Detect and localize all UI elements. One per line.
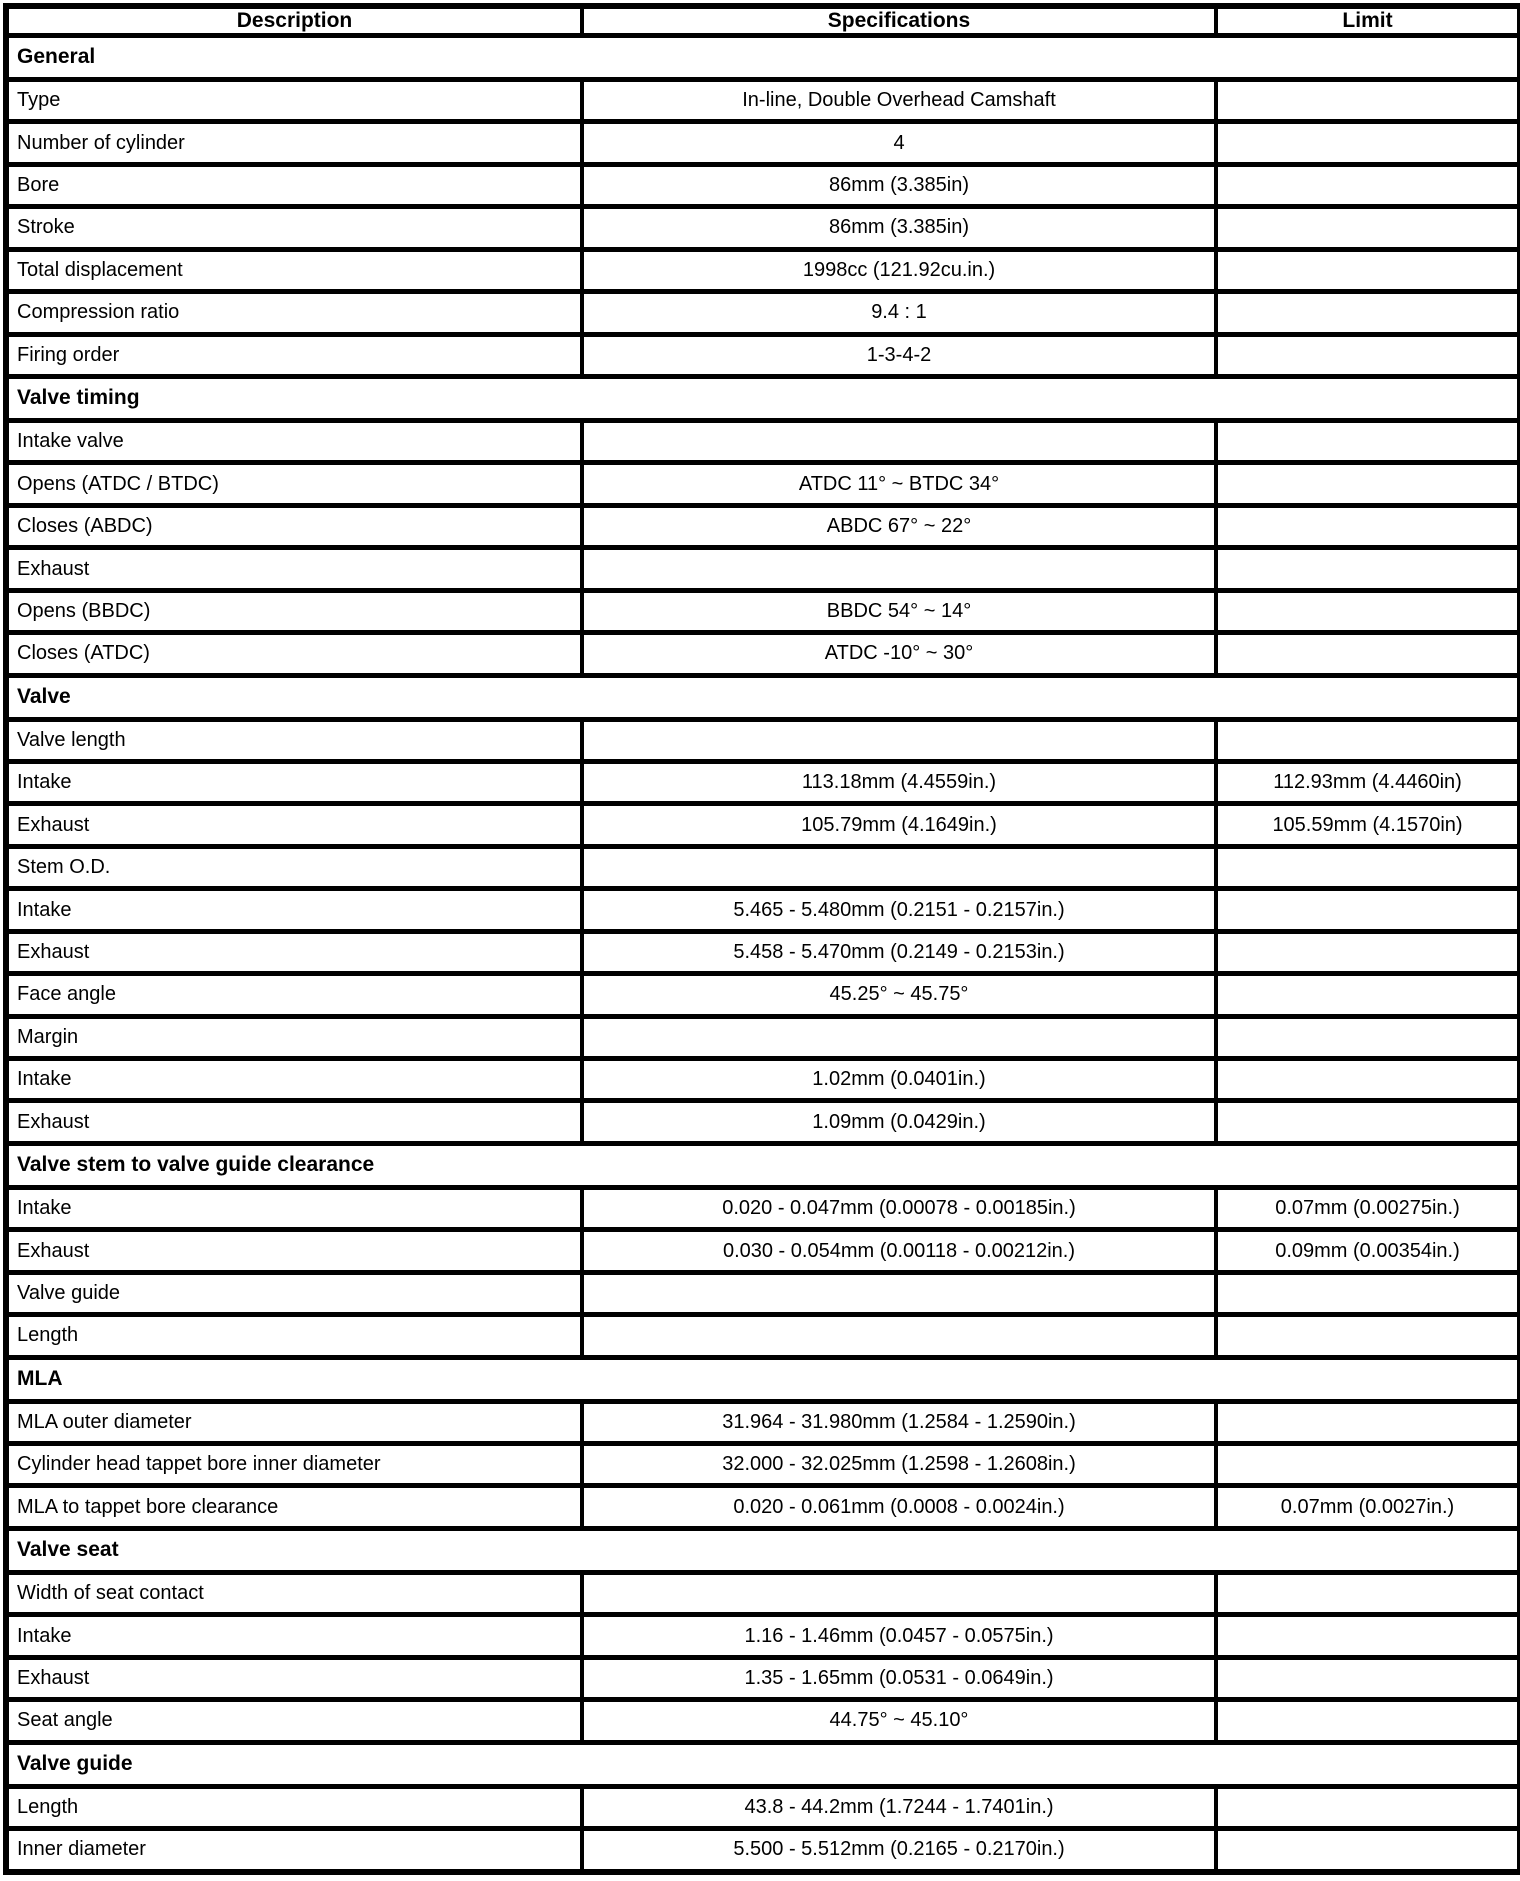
- specification-cell: 5.500 - 5.512mm (0.2165 - 0.2170in.): [582, 1828, 1216, 1872]
- specification-cell: [582, 1315, 1216, 1357]
- table-row: [6, 420, 1520, 462]
- table-row: [6, 1401, 1520, 1443]
- table-header: [6, 6, 1520, 36]
- specification-cell: In-line, Double Overhead Camshaft: [582, 79, 1216, 121]
- specification-cell: [582, 1272, 1216, 1314]
- table-row: [6, 292, 1520, 334]
- specification-cell: 31.964 - 31.980mm (1.2584 - 1.2590in.): [582, 1401, 1216, 1443]
- description-cell: Closes (ABDC): [6, 505, 582, 547]
- description-cell: Intake: [6, 889, 582, 931]
- table-row: [6, 1187, 1520, 1229]
- description-cell: Closes (ATDC): [6, 633, 582, 675]
- table-row: [6, 804, 1520, 846]
- description-cell: Intake: [6, 1059, 582, 1101]
- table-row: [6, 79, 1520, 121]
- limit-cell: [1216, 505, 1520, 547]
- limit-cell: 112.93mm (4.4460in): [1216, 761, 1520, 803]
- description-cell: Exhaust: [6, 1101, 582, 1143]
- specification-cell: ATDC 11° ~ BTDC 34°: [582, 463, 1216, 505]
- specification-cell: [582, 1016, 1216, 1058]
- section-label: Valve guide: [6, 1742, 1520, 1786]
- specification-cell: 5.465 - 5.480mm (0.2151 - 0.2157in.): [582, 889, 1216, 931]
- table-row: [6, 1486, 1520, 1528]
- table-row: [6, 761, 1520, 803]
- description-cell: Opens (BBDC): [6, 590, 582, 632]
- column-header-specifications: Specifications: [582, 6, 1216, 36]
- table-row: [6, 719, 1520, 761]
- description-cell: Exhaust: [6, 1657, 582, 1699]
- specification-cell: 44.75° ~ 45.10°: [582, 1700, 1216, 1742]
- specification-cell: 105.79mm (4.1649in.): [582, 804, 1216, 846]
- specification-cell: 4: [582, 122, 1216, 164]
- description-cell: Length: [6, 1786, 582, 1828]
- table-row: [6, 1700, 1520, 1742]
- section-label: MLA: [6, 1357, 1520, 1401]
- table-row: [6, 207, 1520, 249]
- limit-cell: [1216, 1615, 1520, 1657]
- description-cell: Intake: [6, 761, 582, 803]
- specification-cell: 1.16 - 1.46mm (0.0457 - 0.0575in.): [582, 1615, 1216, 1657]
- specification-cell: 1.02mm (0.0401in.): [582, 1059, 1216, 1101]
- description-cell: Cylinder head tappet bore inner diameter: [6, 1444, 582, 1486]
- table-body: [6, 36, 1520, 1873]
- section-row: [6, 1742, 1520, 1786]
- description-cell: Number of cylinder: [6, 122, 582, 164]
- limit-cell: [1216, 719, 1520, 761]
- table-row: [6, 463, 1520, 505]
- description-cell: Length: [6, 1315, 582, 1357]
- description-cell: Compression ratio: [6, 292, 582, 334]
- table-row: [6, 249, 1520, 291]
- section-row: [6, 1528, 1520, 1572]
- limit-cell: [1216, 1401, 1520, 1443]
- table-row: [6, 889, 1520, 931]
- specification-cell: 1.35 - 1.65mm (0.0531 - 0.0649in.): [582, 1657, 1216, 1699]
- limit-cell: [1216, 1657, 1520, 1699]
- description-cell: Stem O.D.: [6, 846, 582, 888]
- description-cell: Opens (ATDC / BTDC): [6, 463, 582, 505]
- limit-cell: [1216, 207, 1520, 249]
- limit-cell: [1216, 463, 1520, 505]
- description-cell: Exhaust: [6, 1230, 582, 1272]
- table-row: [6, 1272, 1520, 1314]
- table-row: [6, 1444, 1520, 1486]
- description-cell: Intake valve: [6, 420, 582, 462]
- description-cell: Width of seat contact: [6, 1572, 582, 1614]
- description-cell: Valve length: [6, 719, 582, 761]
- column-header-limit: Limit: [1216, 6, 1520, 36]
- section-row: [6, 675, 1520, 719]
- limit-cell: [1216, 1786, 1520, 1828]
- limit-cell: [1216, 846, 1520, 888]
- table-row: [6, 974, 1520, 1016]
- column-header-description: Description: [6, 6, 582, 36]
- section-label: Valve seat: [6, 1528, 1520, 1572]
- specification-cell: 5.458 - 5.470mm (0.2149 - 0.2153in.): [582, 931, 1216, 973]
- specification-cell: 0.030 - 0.054mm (0.00118 - 0.00212in.): [582, 1230, 1216, 1272]
- description-cell: Firing order: [6, 334, 582, 376]
- specification-cell: 32.000 - 32.025mm (1.2598 - 1.2608in.): [582, 1444, 1216, 1486]
- specification-cell: 86mm (3.385in): [582, 164, 1216, 206]
- limit-cell: [1216, 889, 1520, 931]
- section-row: [6, 36, 1520, 80]
- table-row: [6, 633, 1520, 675]
- description-cell: MLA outer diameter: [6, 1401, 582, 1443]
- specification-cell: BBDC 54° ~ 14°: [582, 590, 1216, 632]
- table-row: [6, 1230, 1520, 1272]
- table-row: [6, 931, 1520, 973]
- limit-cell: [1216, 548, 1520, 590]
- table-row: [6, 1315, 1520, 1357]
- specification-cell: 9.4 : 1: [582, 292, 1216, 334]
- section-row: [6, 1357, 1520, 1401]
- limit-cell: [1216, 1700, 1520, 1742]
- section-label: Valve timing: [6, 377, 1520, 421]
- description-cell: Exhaust: [6, 804, 582, 846]
- limit-cell: [1216, 974, 1520, 1016]
- table-row: [6, 1101, 1520, 1143]
- limit-cell: [1216, 1272, 1520, 1314]
- limit-cell: [1216, 292, 1520, 334]
- table-row: [6, 1828, 1520, 1872]
- description-cell: Total displacement: [6, 249, 582, 291]
- table-row: [6, 164, 1520, 206]
- limit-cell: [1216, 1016, 1520, 1058]
- limit-cell: [1216, 1828, 1520, 1872]
- table-row: [6, 548, 1520, 590]
- table-row: [6, 1572, 1520, 1614]
- specification-cell: 0.020 - 0.047mm (0.00078 - 0.00185in.): [582, 1187, 1216, 1229]
- limit-cell: [1216, 79, 1520, 121]
- section-label: General: [6, 36, 1520, 80]
- specification-cell: 1998cc (121.92cu.in.): [582, 249, 1216, 291]
- limit-cell: [1216, 1444, 1520, 1486]
- limit-cell: [1216, 420, 1520, 462]
- specification-cell: 1.09mm (0.0429in.): [582, 1101, 1216, 1143]
- specifications-page: [0, 3, 1520, 1881]
- section-label: Valve stem to valve guide clearance: [6, 1143, 1520, 1187]
- spec-table: [3, 3, 1520, 1875]
- header-row: [6, 6, 1520, 36]
- specification-cell: [582, 548, 1216, 590]
- limit-cell: [1216, 1101, 1520, 1143]
- specification-cell: 45.25° ~ 45.75°: [582, 974, 1216, 1016]
- table-row: [6, 334, 1520, 376]
- limit-cell: [1216, 164, 1520, 206]
- table-row: [6, 590, 1520, 632]
- table-row: [6, 505, 1520, 547]
- limit-cell: [1216, 931, 1520, 973]
- description-cell: Exhaust: [6, 931, 582, 973]
- description-cell: Stroke: [6, 207, 582, 249]
- description-cell: Bore: [6, 164, 582, 206]
- description-cell: Exhaust: [6, 548, 582, 590]
- description-cell: Face angle: [6, 974, 582, 1016]
- description-cell: Intake: [6, 1187, 582, 1229]
- description-cell: Seat angle: [6, 1700, 582, 1742]
- specification-cell: 1-3-4-2: [582, 334, 1216, 376]
- limit-cell: [1216, 334, 1520, 376]
- specification-cell: 0.020 - 0.061mm (0.0008 - 0.0024in.): [582, 1486, 1216, 1528]
- section-row: [6, 1143, 1520, 1187]
- table-row: [6, 1786, 1520, 1828]
- description-cell: Type: [6, 79, 582, 121]
- description-cell: Valve guide: [6, 1272, 582, 1314]
- specification-cell: 86mm (3.385in): [582, 207, 1216, 249]
- limit-cell: [1216, 633, 1520, 675]
- limit-cell: 105.59mm (4.1570in): [1216, 804, 1520, 846]
- limit-cell: 0.09mm (0.00354in.): [1216, 1230, 1520, 1272]
- description-cell: Inner diameter: [6, 1828, 582, 1872]
- description-cell: Margin: [6, 1016, 582, 1058]
- specification-cell: ATDC -10° ~ 30°: [582, 633, 1216, 675]
- limit-cell: [1216, 1059, 1520, 1101]
- specification-cell: [582, 846, 1216, 888]
- table-row: [6, 1016, 1520, 1058]
- table-row: [6, 122, 1520, 164]
- limit-cell: [1216, 590, 1520, 632]
- limit-cell: 0.07mm (0.0027in.): [1216, 1486, 1520, 1528]
- section-row: [6, 377, 1520, 421]
- specification-cell: [582, 420, 1216, 462]
- description-cell: Intake: [6, 1615, 582, 1657]
- limit-cell: [1216, 1572, 1520, 1614]
- description-cell: MLA to tappet bore clearance: [6, 1486, 582, 1528]
- specification-cell: 43.8 - 44.2mm (1.7244 - 1.7401in.): [582, 1786, 1216, 1828]
- table-row: [6, 1059, 1520, 1101]
- limit-cell: [1216, 122, 1520, 164]
- table-row: [6, 1657, 1520, 1699]
- specification-cell: 113.18mm (4.4559in.): [582, 761, 1216, 803]
- specification-cell: [582, 719, 1216, 761]
- specification-cell: ABDC 67° ~ 22°: [582, 505, 1216, 547]
- table-row: [6, 1615, 1520, 1657]
- limit-cell: [1216, 1315, 1520, 1357]
- specification-cell: [582, 1572, 1216, 1614]
- limit-cell: 0.07mm (0.00275in.): [1216, 1187, 1520, 1229]
- limit-cell: [1216, 249, 1520, 291]
- section-label: Valve: [6, 675, 1520, 719]
- table-row: [6, 846, 1520, 888]
